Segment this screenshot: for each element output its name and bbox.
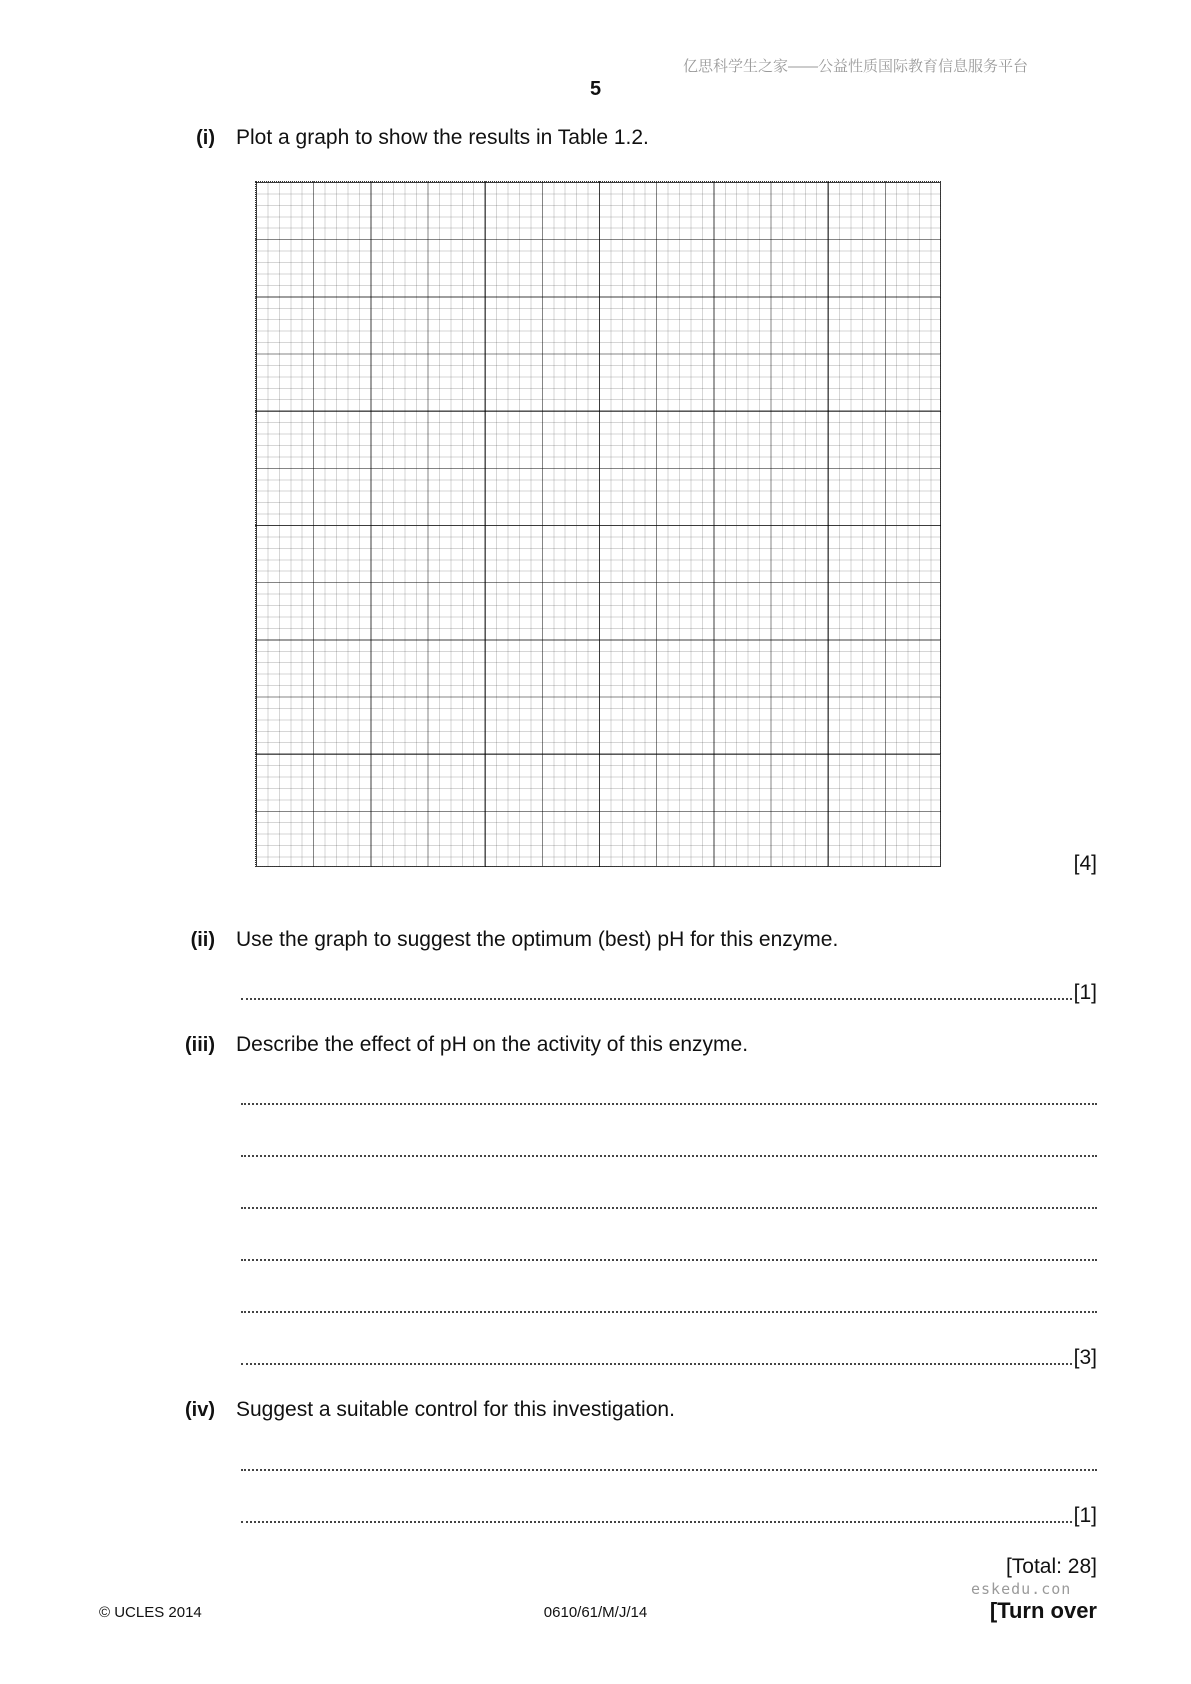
answer-line-iii-5[interactable] <box>241 1294 1097 1318</box>
question-i-label: (i) <box>196 127 215 149</box>
question-ii-marks: [1] <box>1073 981 1097 1004</box>
footer-watermark: eskedu.con <box>971 1580 1072 1598</box>
question-iv-label: (iv) <box>185 1399 215 1421</box>
copyright: © UCLES 2014 <box>99 1604 202 1621</box>
answer-line-iv-2[interactable] <box>241 1504 1097 1528</box>
answer-line-iii-4[interactable] <box>241 1242 1097 1266</box>
answer-dots <box>241 1103 1097 1105</box>
graph-paper-grid[interactable] <box>255 181 941 867</box>
question-ii-label: (ii) <box>190 929 215 951</box>
answer-line-iii-2[interactable] <box>241 1138 1097 1162</box>
page-number: 5 <box>589 78 602 100</box>
question-iii-label: (iii) <box>185 1034 215 1056</box>
question-iii-marks: [3] <box>1073 1346 1097 1369</box>
question-i-marks: [4] <box>1073 852 1097 875</box>
answer-line-iv-1[interactable] <box>241 1452 1097 1476</box>
answer-line-iii-3[interactable] <box>241 1190 1097 1214</box>
answer-dots <box>241 1469 1097 1471</box>
answer-dots <box>241 998 1072 1000</box>
answer-dots <box>241 1311 1097 1313</box>
answer-line-iii-6[interactable] <box>241 1346 1097 1370</box>
answer-line-iii-1[interactable] <box>241 1086 1097 1110</box>
answer-dots <box>241 1155 1097 1157</box>
answer-dots <box>241 1363 1072 1365</box>
answer-line-ii[interactable] <box>241 981 1097 1005</box>
answer-dots <box>241 1259 1097 1261</box>
question-ii-text: Use the graph to suggest the optimum (best) pH for this enzyme. <box>236 928 839 951</box>
question-iii-text: Describe the effect of pH on the activity of this enzyme. <box>236 1033 749 1056</box>
question-i-text: Plot a graph to show the results in Table 1.2. <box>236 126 649 149</box>
paper-code: 0610/61/M/J/14 <box>543 1604 648 1621</box>
answer-dots <box>241 1207 1097 1209</box>
question-iv-marks: [1] <box>1073 1504 1097 1527</box>
total-marks: [Total: 28] <box>1005 1555 1097 1578</box>
turn-over: [Turn over <box>989 1598 1097 1623</box>
question-iv-text: Suggest a suitable control for this investigation. <box>236 1398 675 1421</box>
header-watermark: 亿思科学生之家——公益性质国际教育信息服务平台 <box>683 58 1029 75</box>
answer-dots <box>241 1521 1072 1523</box>
